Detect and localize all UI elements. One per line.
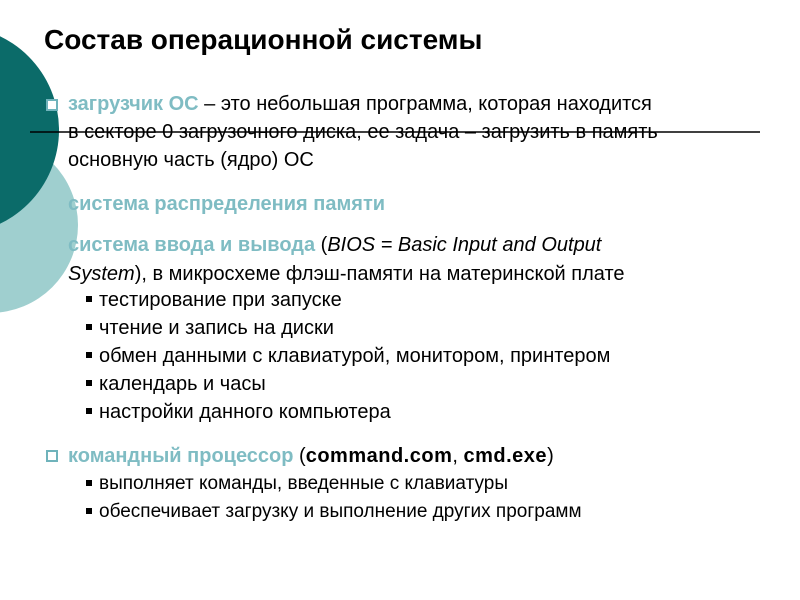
io-system: System xyxy=(68,263,135,285)
shell-subitem: выполняет команды, введенные с клавиатуры xyxy=(99,473,508,494)
io-subitem: обмен данными с клавиатурой, монитором, принтером xyxy=(99,345,611,367)
shell-line xyxy=(68,444,554,468)
shell-term: командный процессор xyxy=(68,445,294,467)
io-subitem: чтение и запись на диски xyxy=(99,317,334,339)
hollow-square-bullet-icon xyxy=(46,99,58,111)
io-rest: ), в микросхеме флэш-памяти на материнской плате xyxy=(134,263,625,285)
shell-cmd1: command.com xyxy=(305,445,453,467)
square-bullet-icon xyxy=(86,408,92,414)
page-title: Состав операционной системы xyxy=(44,24,483,55)
io-open: ( xyxy=(315,234,328,256)
loader-line-2: в секторе 0 загрузочного диска, ее задача – загрузить в память xyxy=(68,121,658,143)
memory-term: система распределения памяти xyxy=(68,193,386,215)
loader-term: загрузчик ОС xyxy=(68,93,199,115)
square-bullet-icon xyxy=(86,508,92,514)
square-bullet-icon xyxy=(86,324,92,330)
io-subitem: календарь и часы xyxy=(99,373,266,395)
square-bullet-icon xyxy=(86,380,92,386)
memory-line xyxy=(68,192,385,216)
loader-line-1 xyxy=(68,92,652,116)
square-bullet-icon xyxy=(86,296,92,302)
io-subitem: тестирование при запуске xyxy=(99,289,342,311)
io-bios: BIOS = Basic Input and Output xyxy=(327,234,602,256)
square-bullet-icon xyxy=(86,480,92,486)
loader-line-3: основную часть (ядро) ОС xyxy=(68,149,314,171)
shell-subitem: обеспечивает загрузку и выполнение других программ xyxy=(99,501,582,522)
hollow-square-bullet-icon xyxy=(46,450,58,462)
square-bullet-icon xyxy=(86,352,92,358)
shell-close: ) xyxy=(547,445,554,467)
shell-sep: , xyxy=(452,445,464,467)
io-line-2 xyxy=(68,262,625,286)
loader-text-1: – это небольшая программа, которая находится xyxy=(198,93,652,115)
io-line-1 xyxy=(68,233,601,257)
io-term: система ввода и вывода xyxy=(68,234,316,256)
shell-cmd2: cmd.exe xyxy=(463,445,548,467)
io-subitem: настройки данного компьютера xyxy=(99,401,391,423)
shell-open: ( xyxy=(293,445,306,467)
